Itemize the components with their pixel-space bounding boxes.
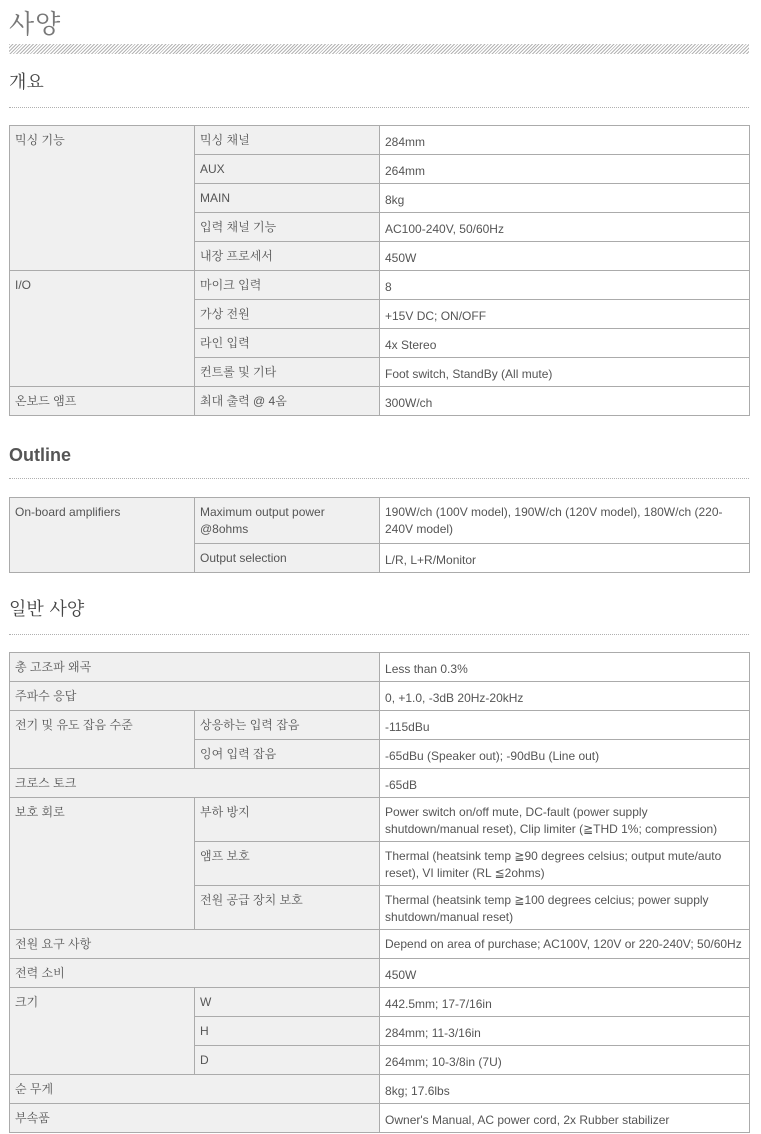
spec-label: 믹싱 채널	[195, 126, 380, 155]
spec-value: -65dBu (Speaker out); -90dBu (Line out)	[380, 740, 750, 769]
group-label: 믹싱 기능	[10, 126, 195, 271]
spec-value: 450W	[380, 242, 750, 271]
spec-value: 190W/ch (100V model), 190W/ch (120V model), 180W/ch (220-240V model)	[380, 498, 750, 544]
group-label: 온보드 앰프	[10, 387, 195, 416]
spec-value: Foot switch, StandBy (All mute)	[380, 358, 750, 387]
section-title-overview: 개요	[9, 72, 44, 93]
section-title-general: 일반 사양	[9, 599, 85, 620]
spec-label: 잉여 입력 잡음	[195, 740, 380, 769]
table-row	[10, 682, 750, 711]
spec-label: 최대 출력 @ 4옴	[195, 387, 380, 416]
section-divider	[9, 478, 749, 479]
spec-value: 8kg; 17.6lbs	[380, 1075, 750, 1104]
section-title-outline: Outline	[9, 445, 71, 465]
spec-value: Thermal (heatsink temp ≧100 degrees celcius; power supply shutdown/manual reset)	[380, 886, 750, 930]
group-label: I/O	[10, 271, 195, 387]
spec-value: Thermal (heatsink temp ≧90 degrees celsius; output mute/auto reset), VI limiter (RL ≦2ohms)	[380, 842, 750, 886]
group-label: 보호 회로	[10, 798, 195, 930]
table-row	[10, 988, 750, 1017]
table-row	[10, 1104, 750, 1133]
title-hatch-divider	[9, 44, 749, 54]
group-label: On-board amplifiers	[10, 498, 195, 573]
spec-label: Output selection	[195, 544, 380, 573]
spec-label: 상응하는 입력 잡음	[195, 711, 380, 740]
spec-value: -115dBu	[380, 711, 750, 740]
spec-value: 264mm	[380, 155, 750, 184]
spec-label: Maximum output power @8ohms	[195, 498, 380, 544]
spec-value: Less than 0.3%	[380, 653, 750, 682]
table-row	[10, 387, 750, 416]
overview-spec-table	[9, 125, 750, 416]
spec-label: AUX	[195, 155, 380, 184]
spec-label: 전원 요구 사항	[10, 930, 380, 959]
spec-value: 264mm; 10-3/8in (7U)	[380, 1046, 750, 1075]
spec-value: 4x Stereo	[380, 329, 750, 358]
spec-label: 컨트롤 및 기타	[195, 358, 380, 387]
spec-label: MAIN	[195, 184, 380, 213]
page-title: 사양	[9, 10, 62, 40]
spec-value: Depend on area of purchase; AC100V, 120V or 220-240V; 50/60Hz	[380, 930, 750, 959]
spec-label: D	[195, 1046, 380, 1075]
group-label: 전기 및 유도 잡음 수준	[10, 711, 195, 769]
spec-label: W	[195, 988, 380, 1017]
spec-label: 앰프 보호	[195, 842, 380, 886]
table-row	[10, 498, 750, 544]
spec-value: L/R, L+R/Monitor	[380, 544, 750, 573]
table-row	[10, 653, 750, 682]
spec-label: 가상 전원	[195, 300, 380, 329]
table-row	[10, 1075, 750, 1104]
spec-value: 442.5mm; 17-7/16in	[380, 988, 750, 1017]
spec-value: 450W	[380, 959, 750, 988]
spec-label: 전원 공급 장치 보호	[195, 886, 380, 930]
spec-label: 마이크 입력	[195, 271, 380, 300]
spec-label: H	[195, 1017, 380, 1046]
spec-label: 주파수 응답	[10, 682, 380, 711]
spec-value: +15V DC; ON/OFF	[380, 300, 750, 329]
group-label: 크기	[10, 988, 195, 1075]
spec-value: 284mm	[380, 126, 750, 155]
spec-value: Owner's Manual, AC power cord, 2x Rubber stabilizer	[380, 1104, 750, 1133]
spec-value: AC100-240V, 50/60Hz	[380, 213, 750, 242]
spec-label: 부속품	[10, 1104, 380, 1133]
spec-label: 라인 입력	[195, 329, 380, 358]
spec-label: 내장 프로세서	[195, 242, 380, 271]
section-divider	[9, 107, 749, 108]
spec-value: 8	[380, 271, 750, 300]
spec-label: 부하 방지	[195, 798, 380, 842]
table-row	[10, 959, 750, 988]
spec-value: 8kg	[380, 184, 750, 213]
outline-spec-table	[9, 497, 750, 573]
spec-label: 크로스 토크	[10, 769, 380, 798]
table-row	[10, 126, 750, 155]
spec-label: 전력 소비	[10, 959, 380, 988]
spec-value: Power switch on/off mute, DC-fault (power supply shutdown/manual reset), Clip limiter (≧THD 1%; compression)	[380, 798, 750, 842]
spec-label: 순 무게	[10, 1075, 380, 1104]
spec-value: 300W/ch	[380, 387, 750, 416]
table-row	[10, 769, 750, 798]
spec-label: 총 고조파 왜곡	[10, 653, 380, 682]
section-divider	[9, 634, 749, 635]
spec-value: -65dB	[380, 769, 750, 798]
general-spec-table	[9, 652, 750, 1133]
table-row	[10, 711, 750, 740]
table-row	[10, 271, 750, 300]
spec-value: 284mm; 11-3/16in	[380, 1017, 750, 1046]
table-row	[10, 798, 750, 842]
spec-value: 0, +1.0, -3dB 20Hz-20kHz	[380, 682, 750, 711]
spec-label: 입력 채널 기능	[195, 213, 380, 242]
table-row	[10, 930, 750, 959]
